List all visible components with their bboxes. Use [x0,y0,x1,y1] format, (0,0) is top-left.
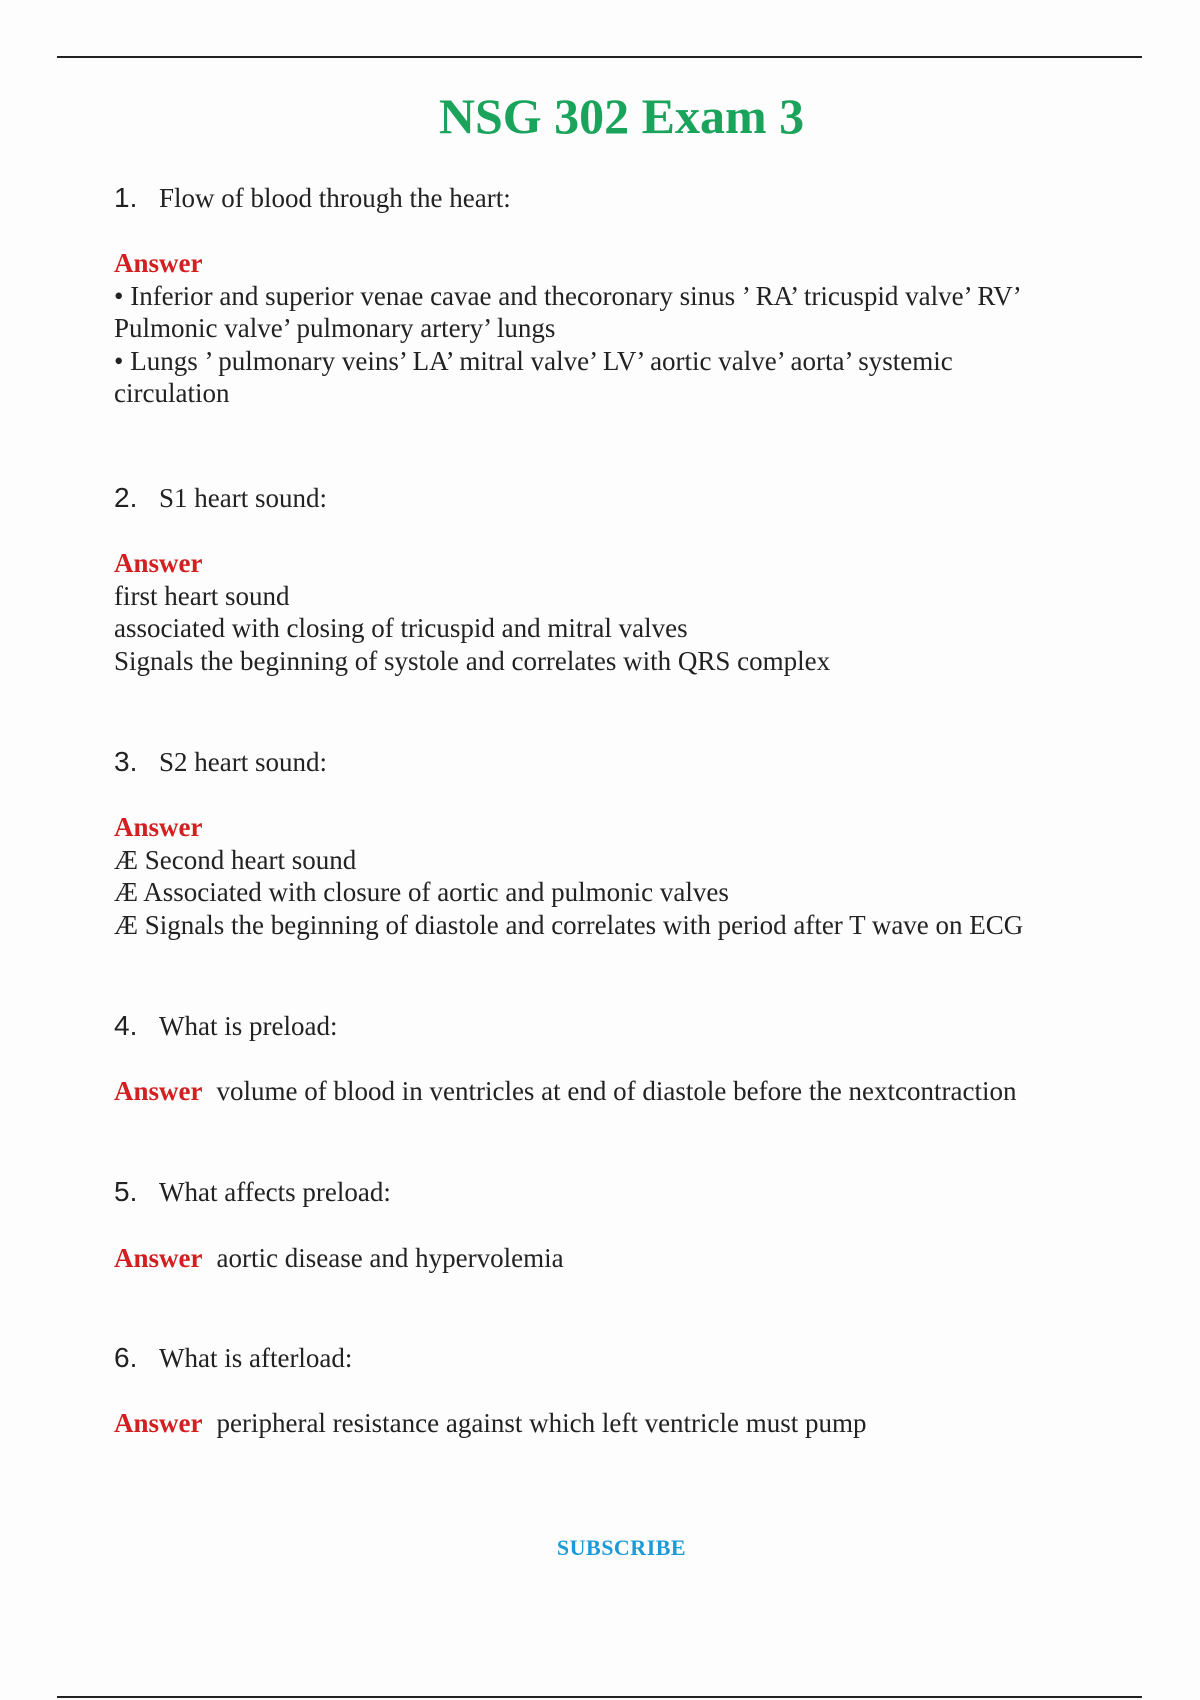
answer-line: • Lungs ’ pulmonary veins’ LA’ mitral valve’ LV’ aortic valve’ aorta’ systemic [114,345,953,376]
answer-line: Signals the beginning of systole and correlates with QRS complex [114,645,831,676]
question-prompt: Flow of blood through the heart: [159,183,511,213]
answer-label: Answer [114,548,203,578]
answer-text: peripheral resistance against which left ventricle must pump [216,1408,867,1438]
question-number: 1. [114,182,138,213]
question-number: 3. [114,746,138,777]
question-prompt: What is afterload: [159,1343,353,1373]
answer-line: • Inferior and superior venae cavae and thecoronary sinus ’ RA’ tricuspid valve’ RV’ [114,280,1022,311]
answer-5 [114,1242,1094,1275]
question-prompt: What is preload: [159,1011,338,1041]
answer-4 [114,1075,1094,1108]
question-5 [114,1176,391,1208]
question-4 [114,1010,337,1042]
answer-label: Answer [114,1076,203,1106]
answer-line: Æ Associated with closure of aortic and pulmonic valves [114,877,729,907]
bottom-divider [57,1696,1142,1698]
question-number: 2. [114,482,138,513]
question-number: 6. [114,1342,138,1373]
top-divider [57,56,1142,58]
question-number: 4. [114,1010,138,1041]
question-number: 5. [114,1176,138,1207]
question-prompt: What affects preload: [159,1177,391,1207]
answer-1 [114,247,1094,410]
answer-text: volume of blood in ventricles at end of diastole before the nextcontraction [216,1076,1017,1106]
question-6 [114,1342,352,1374]
answer-label: Answer [114,1243,203,1273]
subscribe-link[interactable]: SUBSCRIBE [556,1535,687,1560]
answer-label: Answer [114,812,203,842]
answer-line: Æ Second heart sound [114,844,357,875]
answer-line: Æ Signals the beginning of diastole and correlates with period after T wave on ECG [114,909,1024,940]
answer-2 [114,547,1094,677]
answer-6 [114,1407,1094,1440]
answer-line: Pulmonic valve’ pulmonary artery’ lungs [114,313,556,343]
answer-line: first heart sound [114,580,290,611]
question-3 [114,746,327,778]
page-title: NSG 302 Exam 3 [438,88,805,144]
answer-line: circulation [114,378,230,408]
answer-3 [114,811,1094,941]
answer-line: associated with closing of tricuspid and mitral valves [114,613,688,643]
answer-label: Answer [114,248,203,278]
answer-label: Answer [114,1408,203,1438]
answer-text: aortic disease and hypervolemia [216,1243,564,1273]
question-2 [114,482,327,514]
question-1 [114,182,511,214]
question-prompt: S1 heart sound: [159,483,327,513]
question-prompt: S2 heart sound: [159,747,327,777]
